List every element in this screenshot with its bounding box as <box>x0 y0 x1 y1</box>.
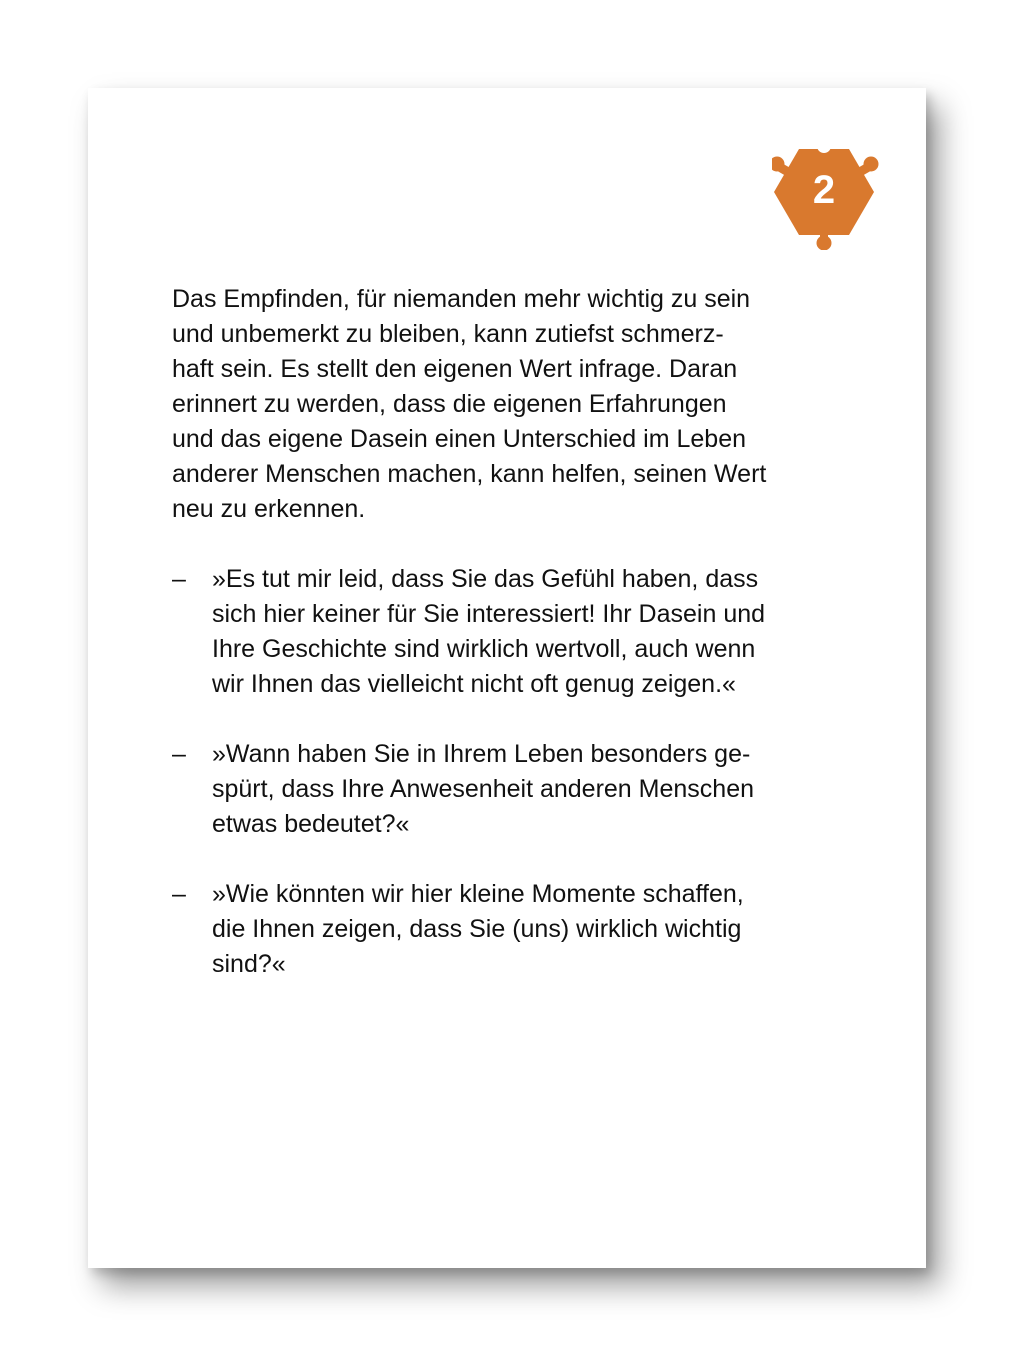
card-body <box>172 282 852 1017</box>
question-line: etwas bedeutet?« <box>212 810 410 838</box>
intro-line: und unbemerkt zu bleiben, kann zutiefst schmerz- <box>172 320 724 348</box>
question-line: »Wie könnten wir hier kleine Momente schaffen, <box>212 880 744 908</box>
question-line: spürt, dass Ihre Anwesenheit anderen Menschen <box>212 775 755 803</box>
question-line: »Es tut mir leid, dass Sie das Gefühl haben, dass <box>212 565 759 593</box>
question-line: sich hier keiner für Sie interessiert! Ihr Dasein und <box>212 600 766 628</box>
intro-line: Das Empfinden, für niemanden mehr wichtig zu sein <box>172 285 751 313</box>
question-item <box>172 737 852 842</box>
question-line: Ihre Geschichte sind wirklich wertvoll, auch wenn <box>212 635 756 663</box>
question-line: wir Ihnen das vielleicht nicht oft genug zeigen.« <box>212 670 736 698</box>
question-item <box>172 562 852 702</box>
question-line: »Wann haben Sie in Ihrem Leben besonders ge- <box>212 740 751 768</box>
intro-line: und das eigene Dasein einen Unterschied im Leben <box>172 425 746 453</box>
bullet-dash: – <box>172 880 186 908</box>
bullet-dash: – <box>172 565 186 593</box>
question-item <box>172 877 852 982</box>
intro-line: neu zu erkennen. <box>172 495 366 523</box>
bullet-dash: – <box>172 740 186 768</box>
card-number: 2 <box>812 168 836 212</box>
question-list <box>172 562 852 982</box>
question-line: die Ihnen zeigen, dass Sie (uns) wirklich wichtig <box>212 915 742 943</box>
intro-line: erinnert zu werden, dass die eigenen Erfahrungen <box>172 390 727 418</box>
question-line: sind?« <box>212 950 286 978</box>
card-number-badge <box>772 144 882 250</box>
intro-line: haft sein. Es stellt den eigenen Wert infrage. Daran <box>172 355 738 383</box>
card <box>88 88 926 1268</box>
intro-line: anderer Menschen machen, kann helfen, seinen Wert <box>172 460 767 488</box>
intro-paragraph <box>172 282 852 527</box>
